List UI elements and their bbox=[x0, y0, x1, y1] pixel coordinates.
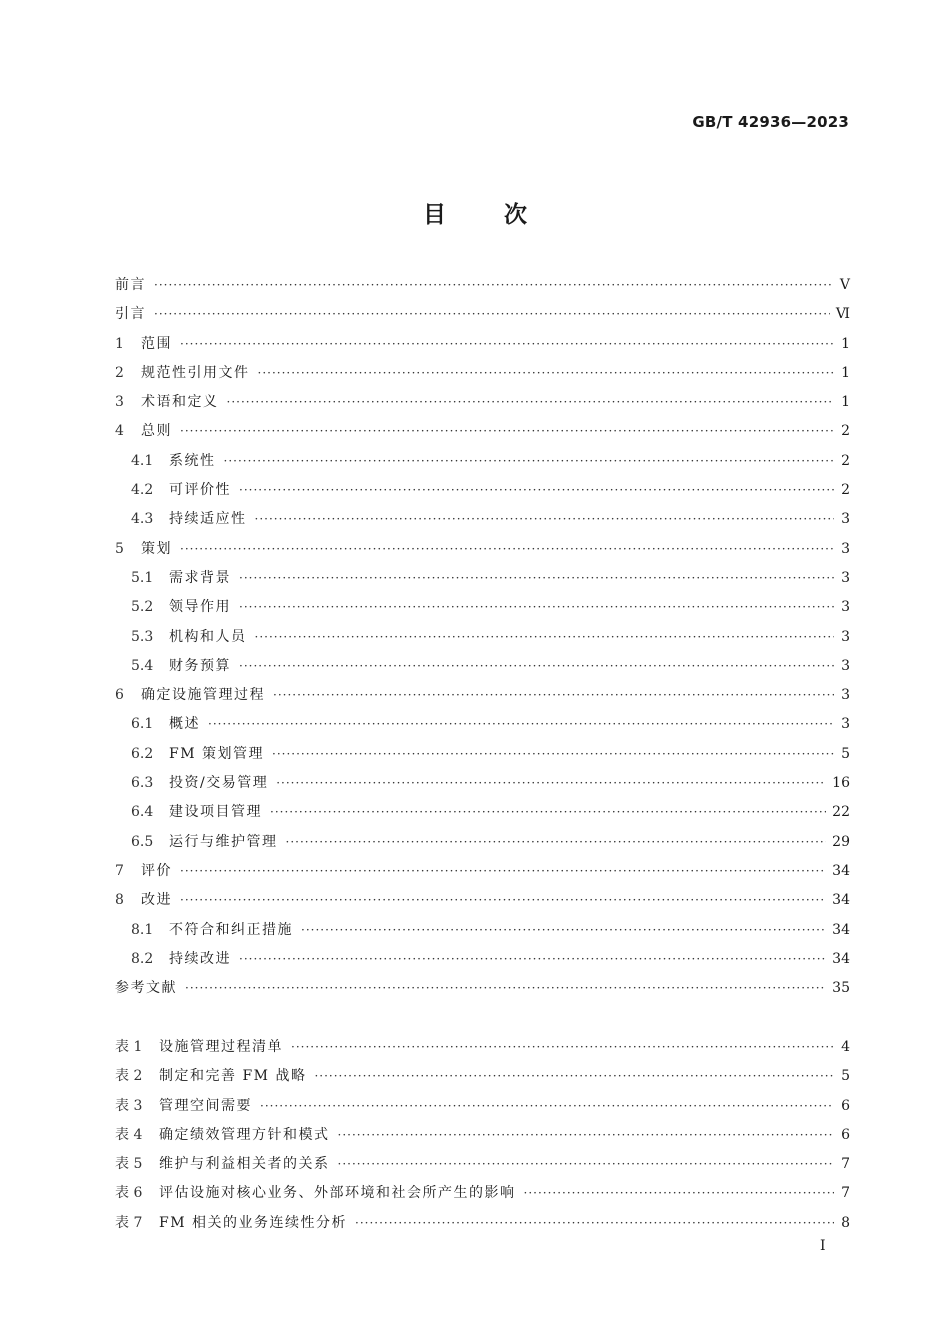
entry-page-number: 34 bbox=[832, 892, 850, 909]
entry-title: 引言 bbox=[115, 306, 146, 323]
entry-title: 规范性引用文件 bbox=[141, 364, 250, 381]
entry-title: 制定和完善 FM 战略 bbox=[159, 1068, 307, 1085]
entry-number: 1 bbox=[115, 335, 124, 352]
entry-number: 8.1 bbox=[131, 921, 154, 938]
entry-number: 表 3 bbox=[115, 1097, 143, 1114]
entry-title: 评价 bbox=[141, 862, 172, 879]
dot-leader bbox=[314, 1062, 834, 1091]
entry-title: 领导作用 bbox=[169, 599, 231, 616]
entry-number: 7 bbox=[115, 862, 124, 879]
entry-title: 不符合和纠正措施 bbox=[169, 921, 293, 938]
entry-title: 总则 bbox=[141, 423, 172, 440]
table-list-entry[interactable] bbox=[115, 1121, 850, 1150]
dot-leader bbox=[239, 476, 834, 505]
entry-page-number: 34 bbox=[832, 862, 850, 879]
entry-title: 概述 bbox=[169, 716, 200, 733]
entry-number: 表 5 bbox=[115, 1156, 143, 1173]
dot-leader bbox=[180, 330, 834, 359]
entry-page-number: 8 bbox=[841, 1214, 850, 1231]
dot-leader bbox=[255, 623, 835, 652]
entry-number: 6.5 bbox=[131, 833, 154, 850]
entry-title: 确定绩效管理方针和模式 bbox=[159, 1126, 330, 1143]
dot-leader bbox=[301, 916, 826, 945]
entry-number: 表 2 bbox=[115, 1068, 143, 1085]
entry-title: 系统性 bbox=[169, 452, 216, 469]
entry-number: 3 bbox=[115, 394, 124, 411]
toc-entry[interactable] bbox=[115, 564, 850, 593]
table-list-entry[interactable] bbox=[115, 1033, 850, 1062]
dot-leader bbox=[239, 564, 834, 593]
entry-title: 持续适应性 bbox=[169, 511, 247, 528]
toc-entry[interactable] bbox=[115, 769, 850, 798]
entry-title: 确定设施管理过程 bbox=[141, 687, 265, 704]
dot-leader bbox=[180, 535, 834, 564]
entry-number: 6.2 bbox=[131, 745, 154, 762]
dot-leader bbox=[276, 769, 826, 798]
standard-code: GB/T 42936—2023 bbox=[692, 113, 849, 131]
dot-leader bbox=[260, 1092, 834, 1121]
toc-entry[interactable] bbox=[115, 271, 850, 300]
dot-leader bbox=[524, 1179, 835, 1208]
entry-page-number: 3 bbox=[841, 599, 850, 616]
dot-leader bbox=[286, 828, 827, 857]
toc-entry[interactable] bbox=[115, 681, 850, 710]
toc-entry[interactable] bbox=[115, 945, 850, 974]
toc-entry[interactable] bbox=[115, 300, 850, 329]
entry-page-number: 34 bbox=[832, 921, 850, 938]
entry-number: 表 4 bbox=[115, 1126, 143, 1143]
table-list-entry[interactable] bbox=[115, 1179, 850, 1208]
page-number: Ⅰ bbox=[820, 1238, 826, 1254]
entry-number: 表 1 bbox=[115, 1039, 143, 1055]
entry-title: FM 策划管理 bbox=[169, 745, 264, 762]
entry-page-number: 3 bbox=[841, 540, 850, 557]
entry-number: 6.4 bbox=[131, 804, 154, 821]
entry-title: 设施管理过程清单 bbox=[159, 1039, 283, 1055]
entry-page-number: 2 bbox=[841, 452, 850, 469]
dot-leader bbox=[258, 359, 835, 388]
dot-leader bbox=[338, 1150, 835, 1179]
entry-page-number: 1 bbox=[841, 364, 850, 381]
entry-title: 术语和定义 bbox=[141, 394, 219, 411]
dot-leader bbox=[239, 945, 826, 974]
entry-title: 前言 bbox=[115, 277, 146, 293]
entry-title: 维护与利益相关者的关系 bbox=[159, 1156, 330, 1173]
dot-leader bbox=[239, 652, 834, 681]
entry-page-number: 3 bbox=[841, 569, 850, 586]
entry-number: 8.2 bbox=[131, 950, 154, 967]
toc-entry[interactable] bbox=[115, 652, 850, 681]
entry-page-number: 7 bbox=[841, 1185, 850, 1202]
entry-page-number: 3 bbox=[841, 716, 850, 733]
dot-leader bbox=[270, 798, 826, 827]
entry-title: FM 相关的业务连续性分析 bbox=[159, 1214, 347, 1231]
entry-number: 6 bbox=[115, 687, 124, 704]
dot-leader bbox=[154, 300, 830, 329]
entry-page-number: 3 bbox=[841, 687, 850, 704]
entry-title: 财务预算 bbox=[169, 657, 231, 674]
dot-leader bbox=[180, 886, 826, 915]
entry-page-number: 1 bbox=[841, 335, 850, 352]
dot-leader bbox=[227, 388, 835, 417]
entry-page-number: 5 bbox=[841, 745, 850, 762]
dot-leader bbox=[272, 740, 834, 769]
dot-leader bbox=[273, 681, 834, 710]
page-title: 目次 bbox=[423, 202, 585, 228]
toc-entry[interactable] bbox=[115, 916, 850, 945]
entry-number: 5 bbox=[115, 540, 124, 557]
toc-entry[interactable] bbox=[115, 535, 850, 564]
toc-entry[interactable] bbox=[115, 974, 850, 1003]
entry-number: 2 bbox=[115, 364, 124, 381]
entry-number: 4 bbox=[115, 423, 124, 440]
entry-page-number: 3 bbox=[841, 657, 850, 674]
entry-title: 改进 bbox=[141, 892, 172, 909]
entry-title: 持续改进 bbox=[169, 950, 231, 967]
entry-page-number: 6 bbox=[841, 1126, 850, 1143]
entry-title: 投资/交易管理 bbox=[169, 775, 269, 792]
entry-page-number: 35 bbox=[832, 980, 850, 997]
entry-page-number: 2 bbox=[841, 423, 850, 440]
dot-leader bbox=[154, 271, 834, 300]
toc-entry[interactable] bbox=[115, 505, 850, 534]
entry-number: 表 6 bbox=[115, 1185, 143, 1202]
toc-entry[interactable] bbox=[115, 388, 850, 417]
entry-title: 管理空间需要 bbox=[159, 1097, 252, 1114]
entry-title: 参考文献 bbox=[115, 980, 177, 997]
toc-entry[interactable] bbox=[115, 623, 850, 652]
entry-page-number: Ⅴ bbox=[839, 277, 850, 293]
entry-page-number: 7 bbox=[841, 1156, 850, 1173]
toc-entry[interactable] bbox=[115, 447, 850, 476]
entry-title: 可评价性 bbox=[169, 482, 231, 499]
entry-page-number: Ⅵ bbox=[835, 306, 850, 323]
entry-number: 8 bbox=[115, 892, 124, 909]
entry-title: 运行与维护管理 bbox=[169, 833, 278, 850]
entry-page-number: 16 bbox=[832, 775, 850, 792]
entry-number: 5.3 bbox=[131, 628, 154, 645]
dot-leader bbox=[355, 1209, 834, 1238]
entry-page-number: 1 bbox=[841, 394, 850, 411]
entry-title: 评估设施对核心业务、外部环境和社会所产生的影响 bbox=[159, 1185, 516, 1202]
entry-title: 建设项目管理 bbox=[169, 804, 262, 821]
toc-entry[interactable] bbox=[115, 476, 850, 505]
table-list-entry[interactable] bbox=[115, 1150, 850, 1179]
table-list-entry[interactable] bbox=[115, 1209, 850, 1238]
entry-title: 机构和人员 bbox=[169, 628, 247, 645]
entry-page-number: 5 bbox=[841, 1068, 850, 1085]
dot-leader bbox=[291, 1033, 834, 1062]
table-list-entry[interactable] bbox=[115, 1092, 850, 1121]
dot-leader bbox=[185, 974, 826, 1003]
entry-number: 6.1 bbox=[131, 716, 154, 733]
entry-title: 需求背景 bbox=[169, 569, 231, 586]
dot-leader bbox=[224, 447, 835, 476]
entry-number: 4.1 bbox=[131, 452, 154, 469]
toc-entry[interactable] bbox=[115, 857, 850, 886]
list-of-tables bbox=[115, 1033, 850, 1238]
toc-entry[interactable] bbox=[115, 710, 850, 739]
toc-entry[interactable] bbox=[115, 330, 850, 359]
table-list-entry[interactable] bbox=[115, 1062, 850, 1091]
entry-page-number: 2 bbox=[841, 482, 850, 499]
entry-number: 表 7 bbox=[115, 1214, 143, 1231]
entry-title: 范围 bbox=[141, 335, 172, 352]
dot-leader bbox=[180, 857, 826, 886]
entry-number: 5.2 bbox=[131, 599, 154, 616]
entry-page-number: 4 bbox=[841, 1039, 850, 1055]
dot-leader bbox=[180, 417, 834, 446]
entry-number: 4.2 bbox=[131, 482, 154, 499]
entry-page-number: 29 bbox=[832, 833, 850, 850]
table-of-contents bbox=[115, 271, 850, 1003]
dot-leader bbox=[255, 505, 835, 534]
entry-number: 5.4 bbox=[131, 657, 154, 674]
entry-page-number: 3 bbox=[841, 628, 850, 645]
entry-page-number: 34 bbox=[832, 950, 850, 967]
toc-entry[interactable] bbox=[115, 886, 850, 915]
entry-page-number: 3 bbox=[841, 511, 850, 528]
toc-entry[interactable] bbox=[115, 798, 850, 827]
toc-entry[interactable] bbox=[115, 828, 850, 857]
entry-number: 4.3 bbox=[131, 511, 154, 528]
entry-title: 策划 bbox=[141, 540, 172, 557]
dot-leader bbox=[239, 593, 834, 622]
toc-entry[interactable] bbox=[115, 740, 850, 769]
entry-page-number: 22 bbox=[832, 804, 850, 821]
entry-number: 5.1 bbox=[131, 569, 154, 586]
toc-entry[interactable] bbox=[115, 417, 850, 446]
dot-leader bbox=[208, 710, 834, 739]
entry-page-number: 6 bbox=[841, 1097, 850, 1114]
dot-leader bbox=[338, 1121, 835, 1150]
toc-entry[interactable] bbox=[115, 593, 850, 622]
entry-number: 6.3 bbox=[131, 775, 154, 792]
toc-entry[interactable] bbox=[115, 359, 850, 388]
